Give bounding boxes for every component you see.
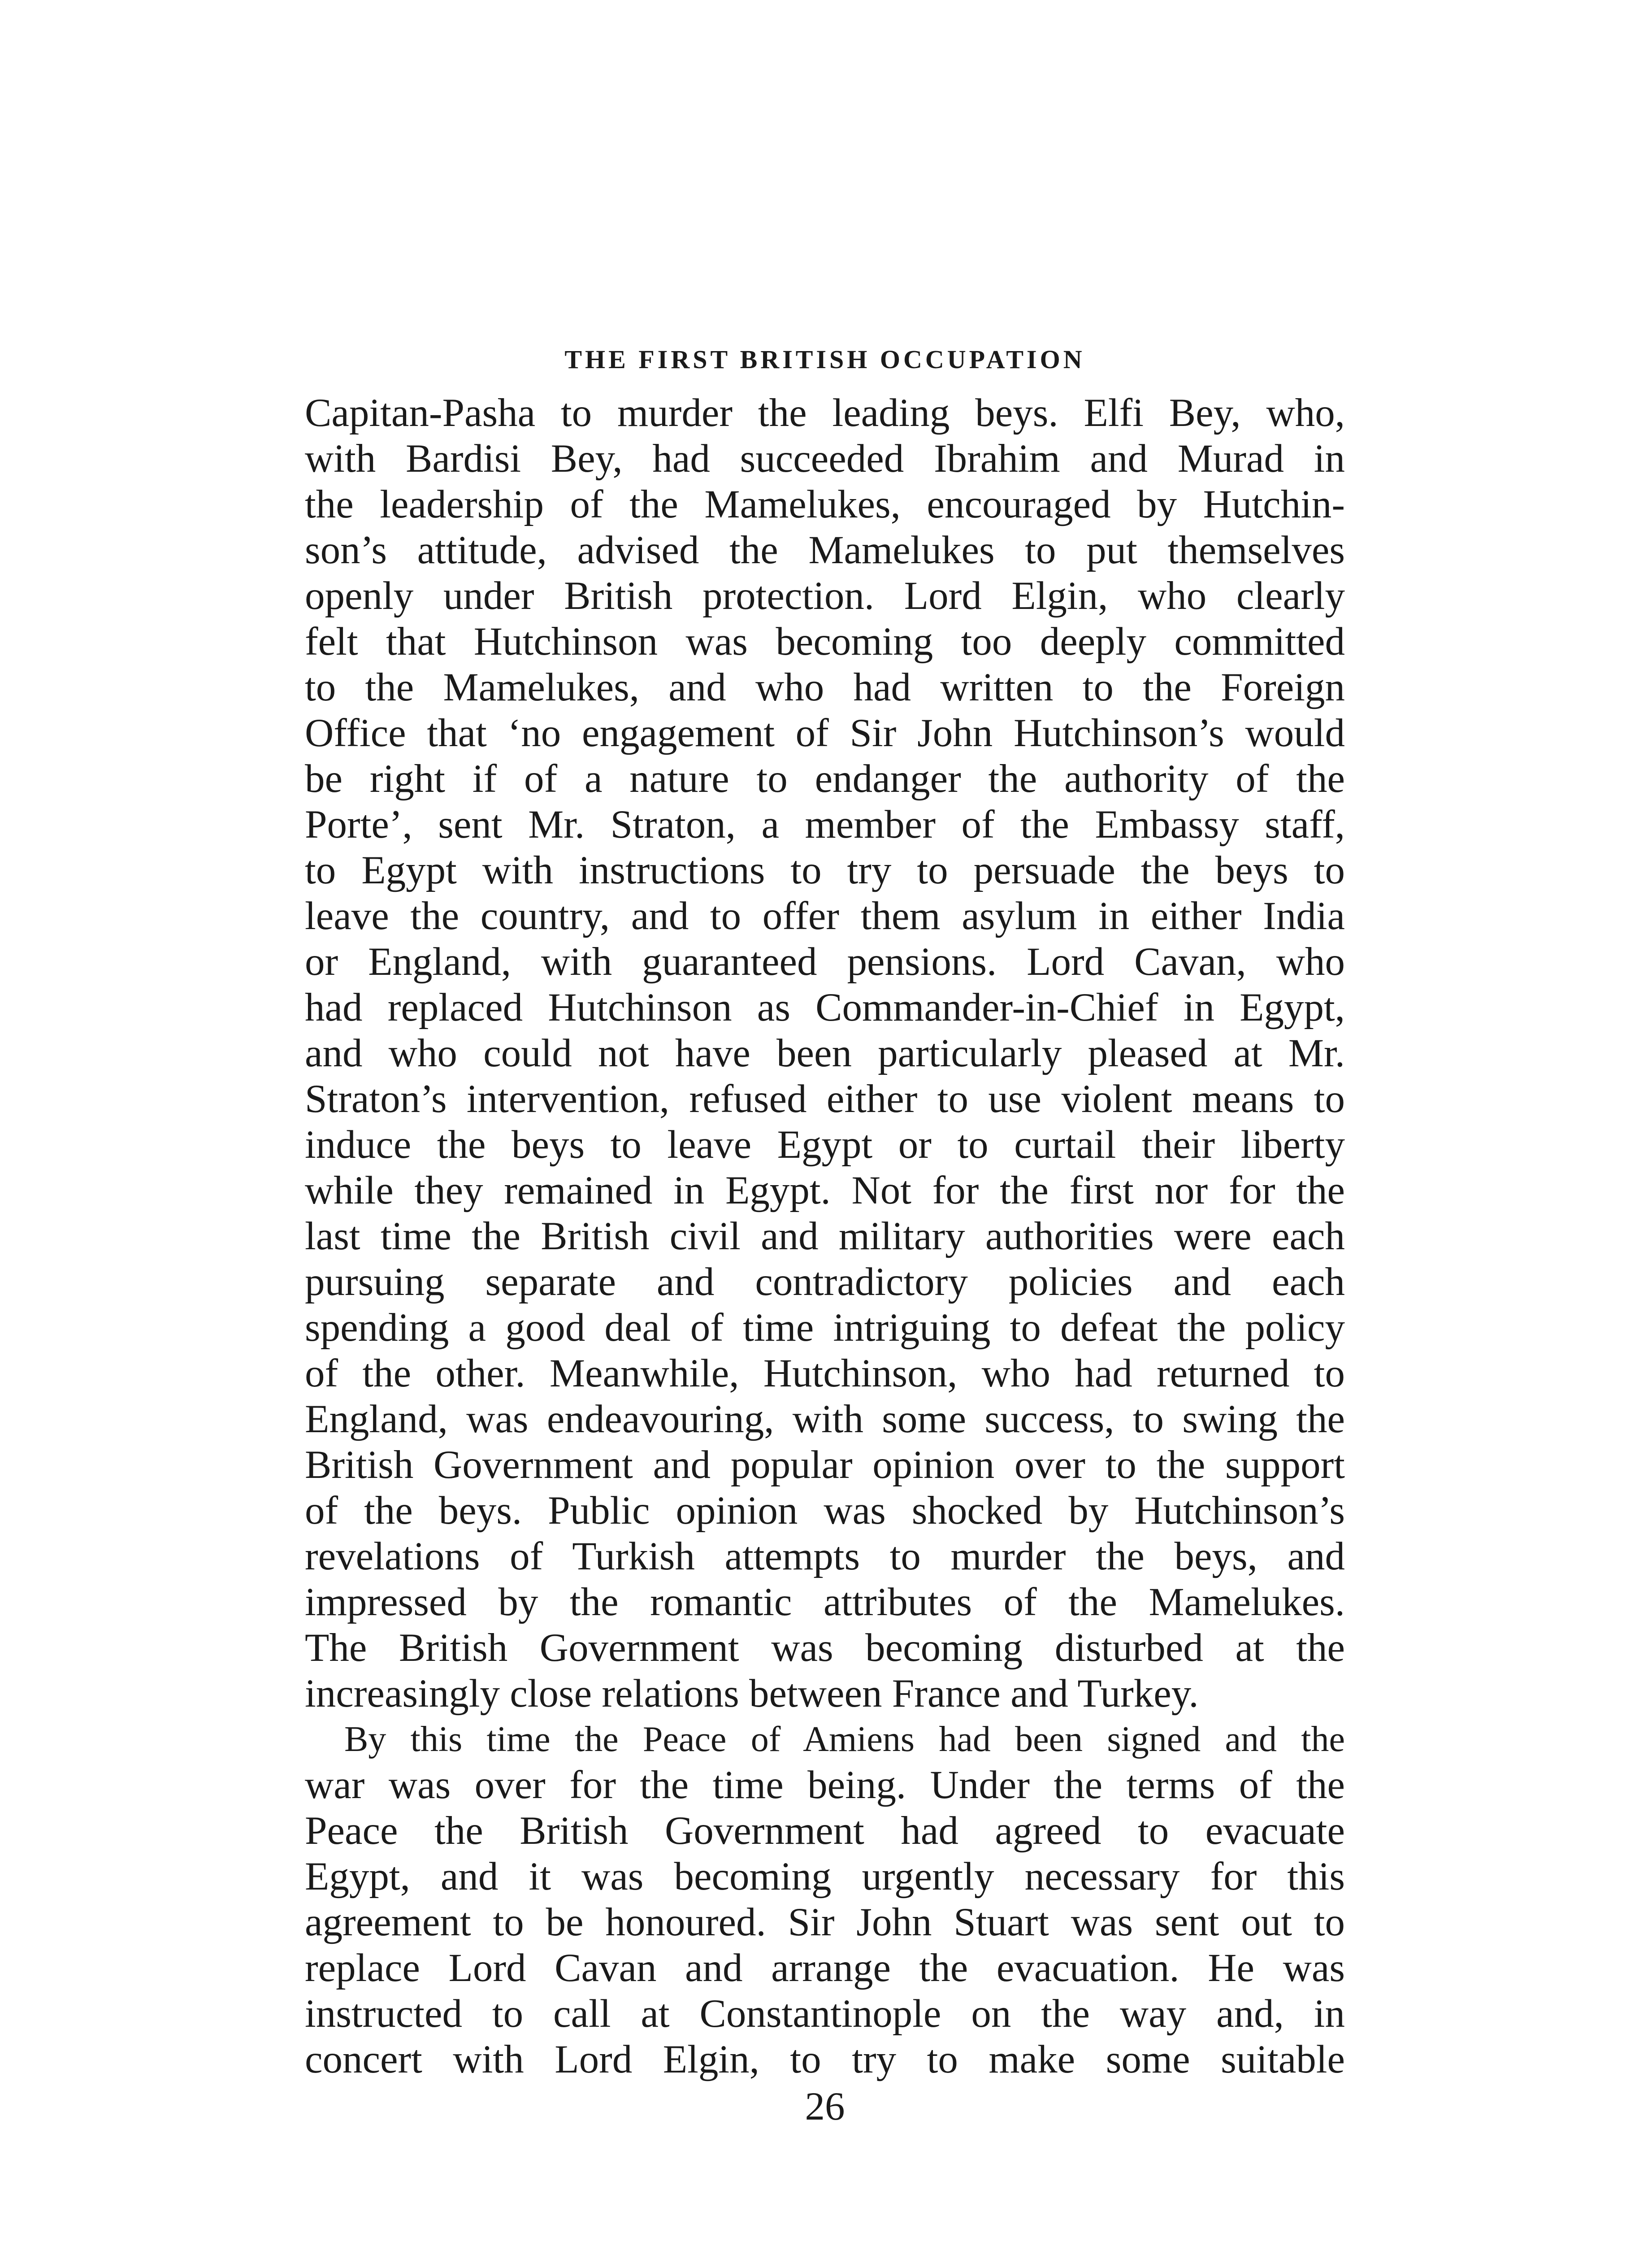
text-line: Porte’, sent Mr. Straton, a member of the Embassy staff, <box>305 803 1345 847</box>
text-line: impressed by the romantic attributes of the Mamelukes. <box>305 1580 1345 1624</box>
text-line: of the beys. Public opinion was shocked by Hutchinson’s <box>305 1489 1345 1533</box>
text-line: England, was endeavouring, with some success, to swing the <box>305 1397 1345 1441</box>
text-line: British Government and popular opinion over to the support <box>305 1443 1345 1487</box>
text-line: the leadership of the Mamelukes, encouraged by Hutchin- <box>305 482 1345 526</box>
text-line: leave the country, and to offer them asylum in either India <box>305 894 1345 938</box>
text-line: of the other. Meanwhile, Hutchinson, who had returned to <box>305 1351 1345 1395</box>
body-text <box>305 390 1345 2082</box>
text-line: war was over for the time being. Under the terms of the <box>305 1763 1345 1807</box>
text-line: spending a good deal of time intriguing to defeat the policy <box>305 1306 1345 1350</box>
text-line: son’s attitude, advised the Mamelukes to put themselves <box>305 528 1345 572</box>
text-line: pursuing separate and contradictory policies and each <box>305 1260 1345 1304</box>
text-line: instructed to call at Constantinople on the way and, in <box>305 1992 1345 2036</box>
text-line: and who could not have been particularly pleased at Mr. <box>305 1031 1345 1075</box>
text-line: Egypt, and it was becoming urgently necessary for this <box>305 1855 1345 1899</box>
text-line: had replaced Hutchinson as Commander-in-Chief in Egypt, <box>305 986 1345 1030</box>
text-line: replace Lord Cavan and arrange the evacuation. He was <box>305 1946 1345 1990</box>
text-line: revelations of Turkish attempts to murder the beys, and <box>305 1534 1345 1578</box>
text-line: Capitan-Pasha to murder the leading beys. Elfi Bey, who, <box>305 391 1345 435</box>
text-line: to Egypt with instructions to try to persuade the beys to <box>305 848 1345 892</box>
text-line: Straton’s intervention, refused either to use violent means to <box>305 1077 1345 1121</box>
text-line: By this time the Peace of Amiens had been signed and the <box>344 1720 1345 1759</box>
text-line: The British Government was becoming disturbed at the <box>305 1626 1345 1670</box>
text-line: while they remained in Egypt. Not for the first nor for the <box>305 1169 1345 1212</box>
text-line: or England, with guaranteed pensions. Lord Cavan, who <box>305 940 1345 984</box>
text-line: Office that ‘no engagement of Sir John Hutchinson’s would <box>305 711 1345 755</box>
text-line: openly under British protection. Lord Elgin, who clearly <box>305 574 1345 618</box>
text-line: Peace the British Government had agreed to evacuate <box>305 1809 1345 1853</box>
text-line: induce the beys to leave Egypt or to curtail their liberty <box>305 1123 1345 1167</box>
text-line: be right if of a nature to endanger the authority of the <box>305 757 1345 801</box>
text-line: agreement to be honoured. Sir John Stuart was sent out to <box>305 1900 1345 1944</box>
running-head: THE FIRST BRITISH OCCUPATION <box>564 345 1085 374</box>
text-line: increasingly close relations between France and Turkey. <box>305 1672 1199 1716</box>
page-number: 26 <box>805 2085 845 2129</box>
text-line: with Bardisi Bey, had succeeded Ibrahim and Murad in <box>305 437 1345 481</box>
text-line: felt that Hutchinson was becoming too deeply committed <box>305 620 1345 664</box>
text-line: last time the British civil and military authorities were each <box>305 1214 1345 1258</box>
text-line: concert with Lord Elgin, to try to make some suitable <box>305 2038 1345 2081</box>
text-line: to the Mamelukes, and who had written to the Foreign <box>305 665 1345 709</box>
